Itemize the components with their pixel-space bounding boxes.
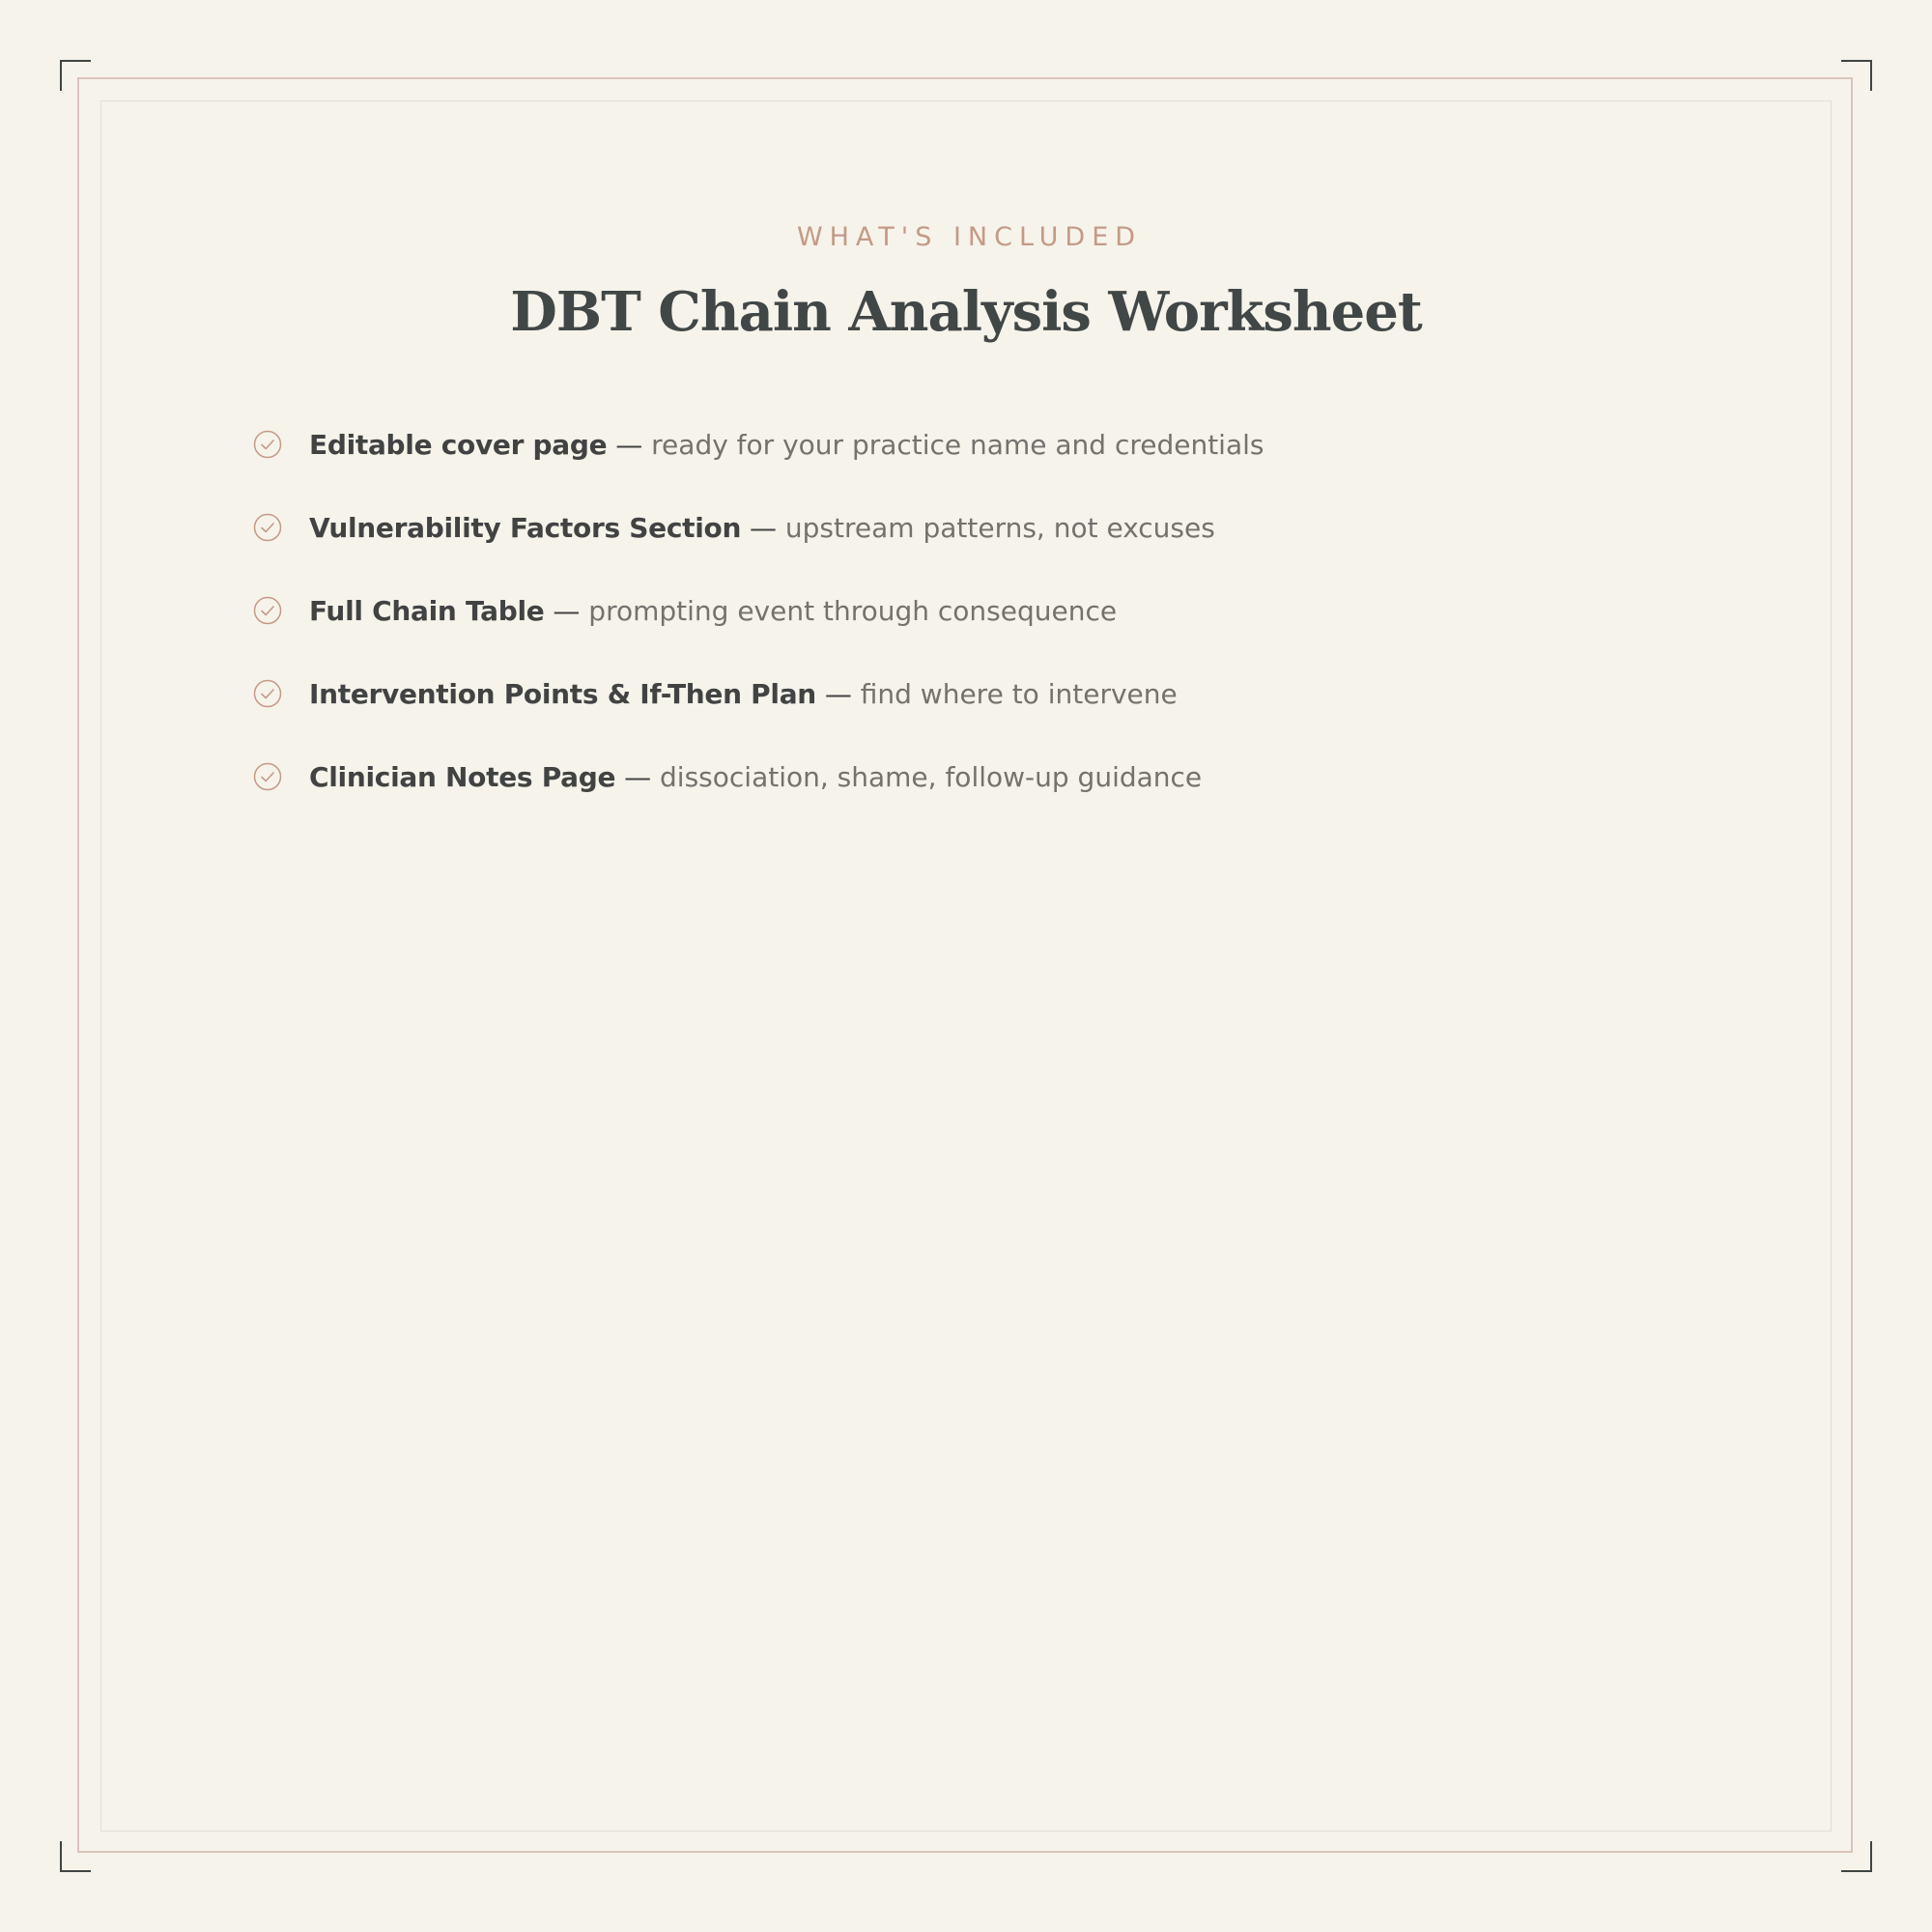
feature-text [309,429,1264,461]
feature-separator: — [624,760,652,793]
check-circle-icon [253,679,282,708]
feature-text [309,595,1117,627]
feature-text [309,512,1215,544]
feature-item [253,421,1760,468]
feature-description: ready for your practice name and credentials [651,428,1264,461]
check-circle-icon [253,762,282,791]
feature-name: Full Chain Table [309,594,545,627]
page-title: DBT Chain Analysis Worksheet [510,280,1422,344]
feature-name: Vulnerability Factors Section [309,511,742,544]
feature-item [253,753,1760,800]
corner-mark-bottom-right [1841,1841,1872,1872]
feature-description: find where to intervene [860,677,1178,710]
check-circle-icon [253,596,282,625]
feature-item [253,587,1760,634]
feature-separator: — [553,594,581,627]
corner-mark-bottom-left [60,1841,91,1872]
check-circle-icon [253,513,282,542]
corner-mark-top-left [60,60,91,91]
check-circle-icon [253,430,282,459]
section-eyebrow: WHAT'S INCLUDED [796,222,1143,252]
feature-text [309,678,1178,710]
feature-text [309,761,1202,793]
feature-description: prompting event through consequence [588,594,1118,627]
feature-item [253,504,1760,551]
feature-description: upstream patterns, not excuses [784,511,1215,544]
feature-separator: — [750,511,777,544]
feature-description: dissociation, shame, follow-up guidance [660,760,1203,793]
corner-mark-top-right [1841,60,1872,91]
feature-list [253,421,1760,837]
feature-name: Clinician Notes Page [309,760,616,793]
feature-name: Editable cover page [309,428,608,461]
inner-frame-border [100,100,1832,1832]
feature-name: Intervention Points & If-Then Plan [309,677,816,710]
feature-separator: — [824,677,852,710]
feature-separator: — [615,428,643,461]
feature-item [253,670,1760,717]
